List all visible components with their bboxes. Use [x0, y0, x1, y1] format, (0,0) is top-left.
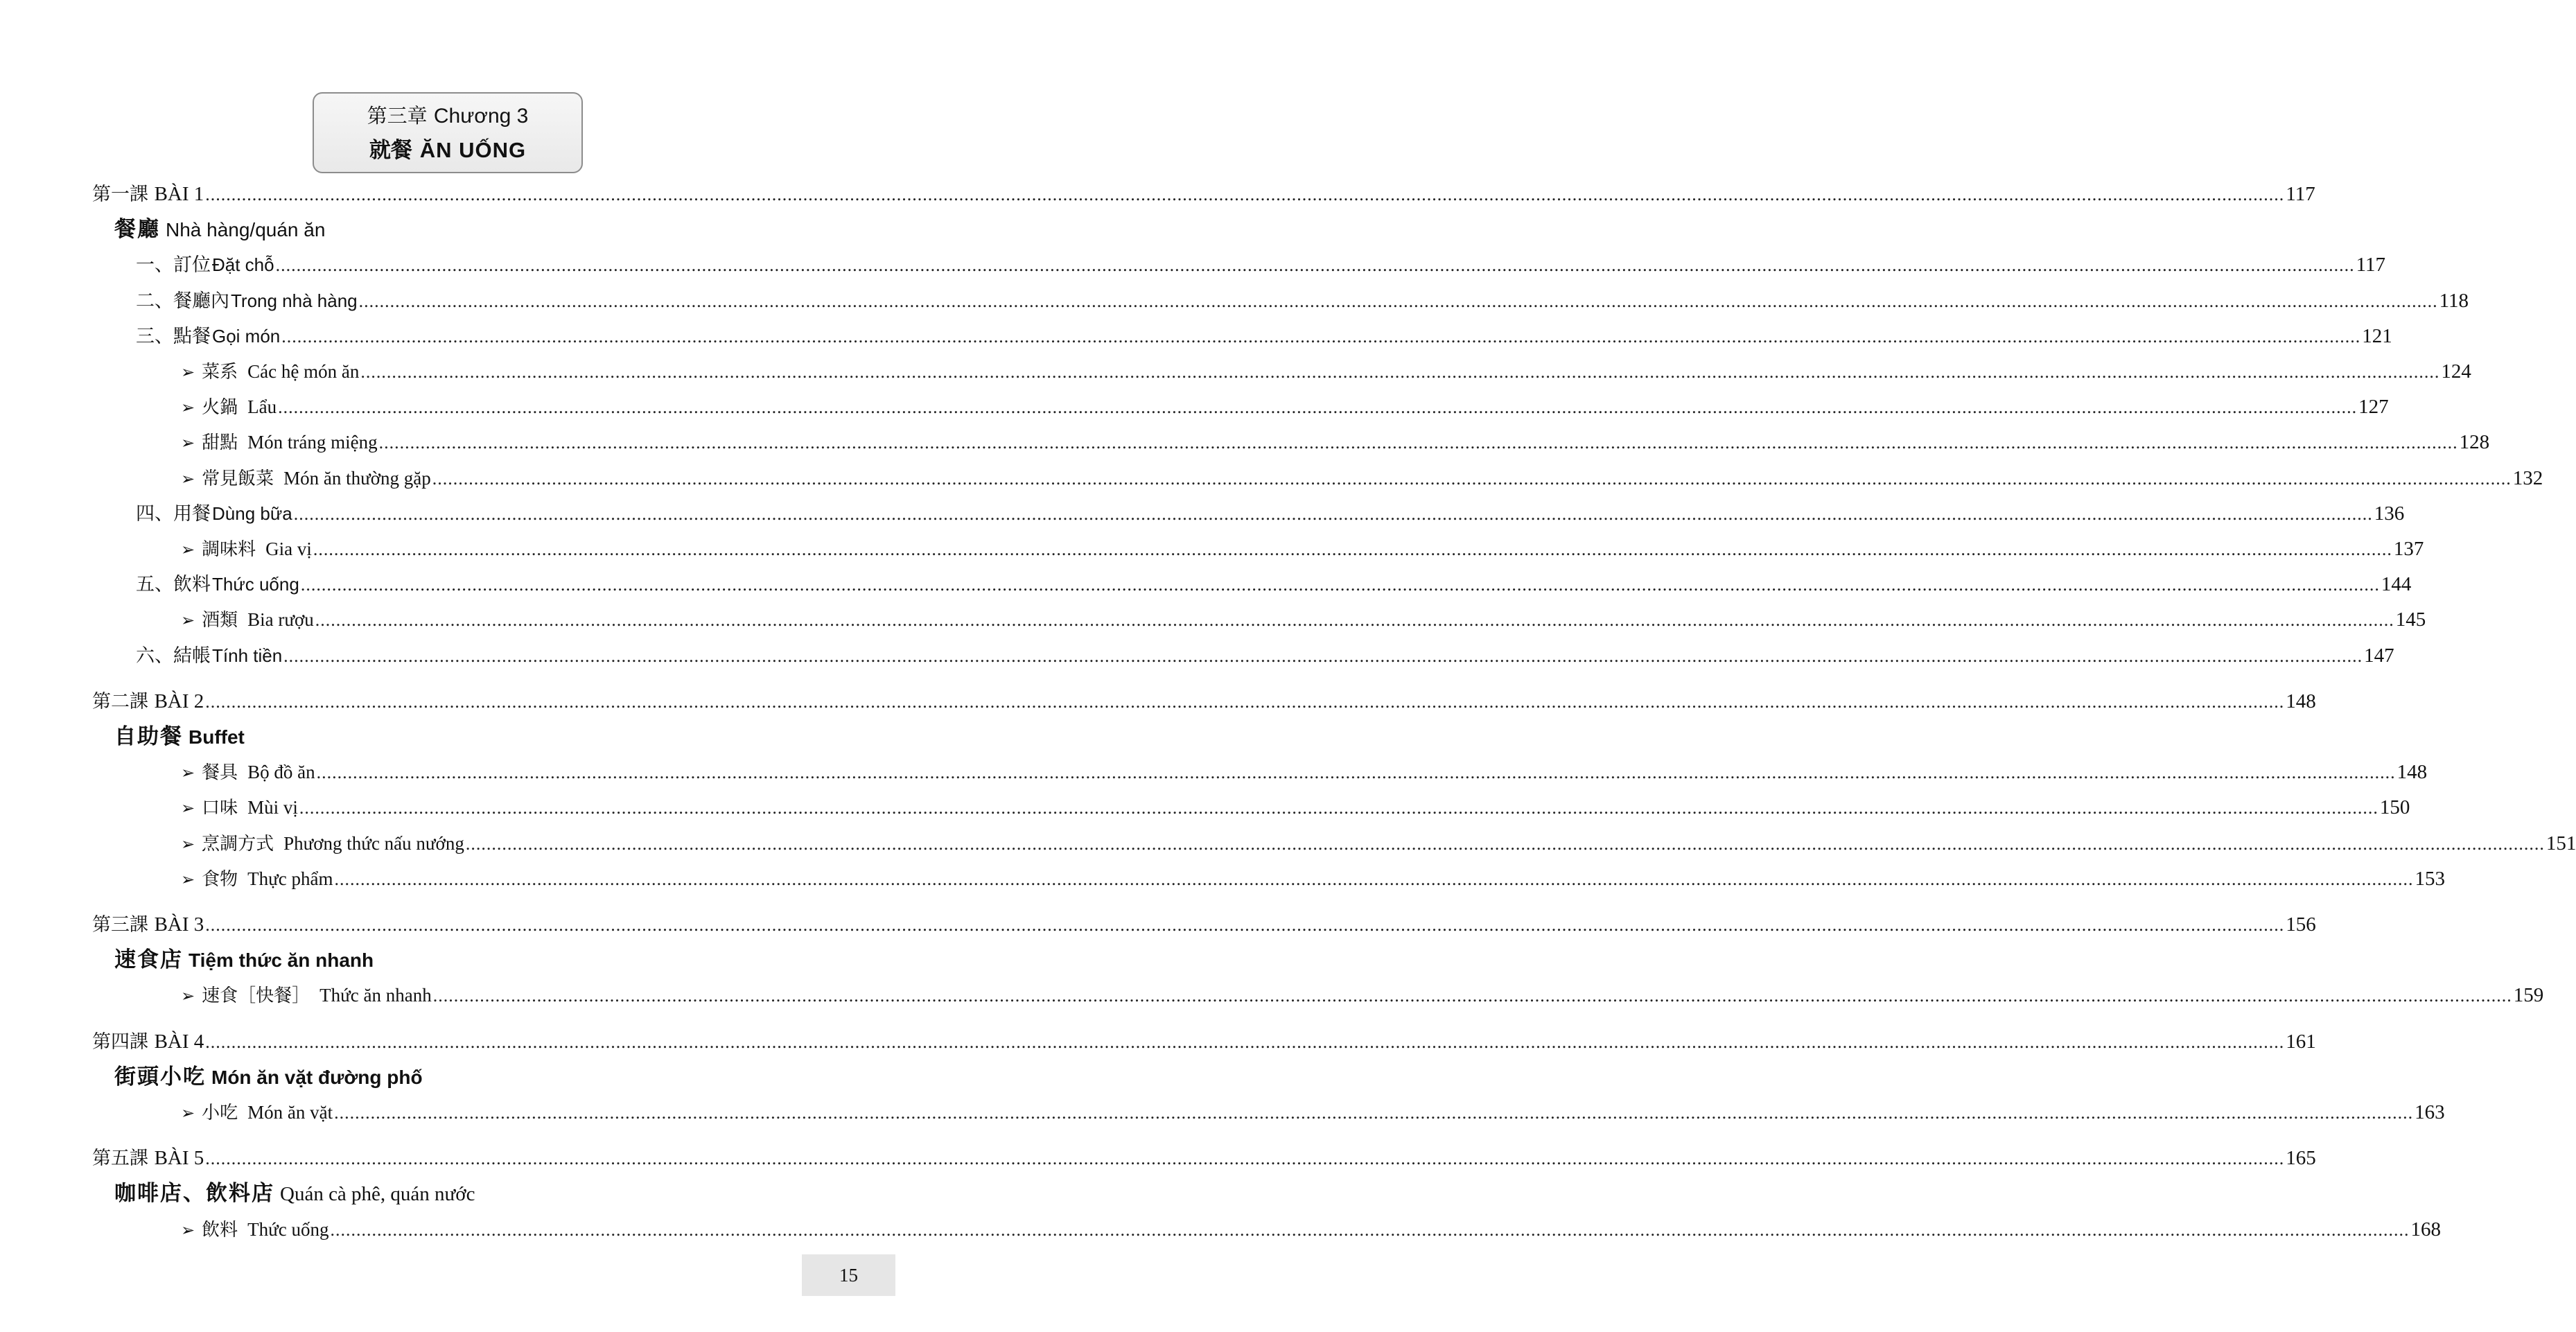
dot-leader: ................................................................................................................................................................................................................................................................................................................................................................................................................	[281, 326, 2361, 347]
section-zh: 五、飲料	[136, 574, 211, 596]
page-ref: 136	[2374, 502, 2405, 525]
dot-leader: ................................................................................................................................................................................................................................................................................................................................................................................................................	[465, 833, 2545, 854]
subsection-zh: 酒類	[202, 610, 238, 631]
toc-sub-row[interactable]	[181, 393, 2389, 421]
page-ref: 117	[2286, 183, 2315, 205]
toc-section-row[interactable]	[136, 500, 2405, 527]
lesson-number-vn: BÀI 4	[154, 1030, 204, 1053]
toc-entry-label	[136, 500, 292, 528]
dot-leader: ................................................................................................................................................................................................................................................................................................................................................................................................................	[330, 1219, 2410, 1240]
lesson-number-zh: 第三課	[92, 914, 148, 936]
page-ref: 127	[2358, 396, 2389, 419]
toc-entry-label	[181, 1098, 333, 1127]
dot-leader: ................................................................................................................................................................................................................................................................................................................................................................................................................	[299, 798, 2378, 818]
toc-sub-row[interactable]	[181, 794, 2410, 821]
subsection-vn: Thức ăn nhanh	[319, 985, 432, 1006]
subsection-vn: Món ăn vặt	[247, 1102, 333, 1123]
toc-entry-label	[136, 642, 282, 670]
dot-leader: ................................................................................................................................................................................................................................................................................................................................................................................................................	[300, 575, 2380, 595]
subsection-zh: 調味料	[202, 539, 256, 560]
page-number: 15	[802, 1254, 895, 1296]
subsection-zh: 小吃	[202, 1103, 238, 1123]
subsection-zh: 口味	[202, 798, 238, 819]
subsection-zh: 烹調方式	[202, 833, 274, 855]
dot-leader: ................................................................................................................................................................................................................................................................................................................................................................................................................	[205, 691, 2285, 712]
section-vn: Trong nhà hàng	[231, 290, 358, 311]
toc-entry-label	[92, 1144, 204, 1173]
toc-entry-label	[92, 180, 204, 209]
lesson-heading-vn: Món ăn vặt đường phố	[211, 1066, 423, 1088]
lesson-heading	[114, 945, 374, 975]
subsection-zh: 速食［快餐］	[202, 985, 310, 1007]
lesson-heading	[114, 1062, 423, 1092]
page-ref: 144	[2381, 573, 2412, 596]
subsection-vn: Món ăn thường gặp	[283, 467, 431, 489]
lesson-number-zh: 第一課	[92, 184, 148, 205]
toc-entry-label	[136, 322, 280, 351]
toc-entry-label	[181, 981, 432, 1010]
dot-leader: ................................................................................................................................................................................................................................................................................................................................................................................................................	[283, 645, 2363, 666]
dot-leader: ................................................................................................................................................................................................................................................................................................................................................................................................................	[315, 610, 2394, 631]
toc-sub-row[interactable]	[181, 428, 2490, 456]
toc-section-row[interactable]	[136, 570, 2412, 598]
toc-sub-row[interactable]	[181, 758, 2428, 786]
section-vn: Đặt chỗ	[212, 254, 274, 276]
toc-entry-label	[181, 794, 298, 822]
lesson-number-vn: BÀI 1	[154, 183, 204, 205]
toc-entry-label	[181, 1216, 329, 1244]
section-vn: Thức uống	[212, 574, 299, 595]
page-ref: 148	[2397, 761, 2428, 784]
page-ref: 132	[2512, 466, 2543, 489]
page-ref: 128	[2459, 431, 2490, 454]
subsection-vn: Lẩu	[247, 396, 277, 418]
lesson-number-vn: BÀI 3	[154, 913, 204, 936]
dot-leader: ................................................................................................................................................................................................................................................................................................................................................................................................................	[360, 362, 2440, 382]
lesson-heading	[114, 721, 245, 752]
section-zh: 三、點餐	[136, 325, 211, 347]
subsection-vn: Phương thức nấu nướng	[283, 832, 464, 854]
toc-section-row[interactable]	[136, 642, 2394, 669]
toc-lesson-row[interactable]	[92, 911, 2316, 938]
toc-sub-row[interactable]	[181, 865, 2445, 893]
dot-leader: ................................................................................................................................................................................................................................................................................................................................................................................................................	[205, 184, 2285, 204]
page-ref: 118	[2439, 289, 2469, 312]
dot-leader: ................................................................................................................................................................................................................................................................................................................................................................................................................	[334, 868, 2414, 889]
chapter-number-vn: Chương 3	[433, 105, 529, 128]
page-ref: 165	[2286, 1147, 2316, 1170]
lesson-heading	[114, 1178, 475, 1209]
toc-sub-row[interactable]	[181, 830, 2576, 857]
subsection-zh: 常見飯菜	[202, 468, 274, 489]
toc-sub-row[interactable]	[181, 1216, 2441, 1243]
toc-entry-label	[136, 570, 299, 599]
page-ref: 121	[2362, 324, 2392, 347]
toc-entry-label	[181, 830, 464, 858]
arrow-bullet-icon: ➢	[181, 398, 195, 418]
arrow-bullet-icon: ➢	[181, 869, 195, 889]
chapter-number-zh: 第三章	[367, 104, 428, 128]
subsection-vn: Thực phẩm	[247, 868, 333, 889]
toc-lesson-row[interactable]	[92, 687, 2316, 715]
subsection-zh: 食物	[202, 868, 238, 890]
toc-lesson-row[interactable]	[92, 1028, 2316, 1055]
toc-lesson-row[interactable]	[92, 1144, 2316, 1172]
dot-leader: ................................................................................................................................................................................................................................................................................................................................................................................................................	[316, 762, 2396, 783]
dot-leader: ................................................................................................................................................................................................................................................................................................................................................................................................................	[293, 503, 2373, 524]
toc-section-row[interactable]	[136, 251, 2386, 279]
lesson-number-vn: BÀI 5	[154, 1147, 204, 1170]
section-vn: Tính tiền	[212, 645, 283, 666]
toc-sub-row[interactable]	[181, 981, 2544, 1009]
toc-sub-row[interactable]	[181, 535, 2424, 563]
lesson-number-vn: BÀI 2	[154, 690, 204, 712]
toc-entry-label	[181, 464, 431, 493]
lesson-heading-zh: 速食店	[114, 947, 183, 973]
subsection-zh: 飲料	[202, 1219, 238, 1241]
toc-sub-row[interactable]	[181, 606, 2426, 633]
subsection-vn: Bia rượu	[247, 609, 314, 631]
toc-sub-row[interactable]	[181, 1098, 2445, 1126]
page-ref: 151	[2546, 832, 2576, 855]
arrow-bullet-icon: ➢	[181, 986, 195, 1006]
spacer	[148, 1148, 155, 1169]
dot-leader: ................................................................................................................................................................................................................................................................................................................................................................................................................	[334, 1103, 2414, 1123]
arrow-bullet-icon: ➢	[181, 362, 195, 382]
subsection-zh: 甜點	[202, 432, 238, 454]
toc-entry-label	[136, 251, 274, 279]
arrow-bullet-icon: ➢	[181, 540, 195, 559]
arrow-bullet-icon: ➢	[181, 611, 195, 631]
section-zh: 四、用餐	[136, 502, 211, 525]
lesson-heading	[114, 214, 325, 245]
page-ref: 161	[2286, 1030, 2316, 1053]
spacer	[148, 184, 155, 205]
page-ref: 150	[2379, 796, 2410, 819]
spacer	[148, 914, 155, 936]
toc-entry-label	[181, 758, 315, 787]
page-ref: 153	[2415, 867, 2445, 890]
subsection-vn: Bộ đồ ăn	[247, 762, 315, 783]
subsection-zh: 菜系	[202, 362, 238, 383]
toc-entry-label	[181, 865, 333, 893]
dot-leader: ................................................................................................................................................................................................................................................................................................................................................................................................................	[205, 915, 2285, 935]
section-vn: Dùng bữa	[212, 502, 292, 524]
toc-section-row[interactable]	[136, 322, 2392, 350]
subsection-vn: Gia vị	[265, 538, 312, 559]
lesson-heading-zh: 餐廳	[114, 217, 160, 243]
page-ref: 159	[2513, 984, 2544, 1007]
subsection-zh: 火鍋	[202, 397, 238, 419]
arrow-bullet-icon: ➢	[181, 1220, 195, 1240]
lesson-number-zh: 第五課	[92, 1148, 148, 1170]
page-ref: 117	[2356, 254, 2386, 277]
toc-entry-label	[92, 1028, 204, 1056]
toc-entry-label	[181, 535, 312, 563]
toc-entry-label	[92, 687, 204, 716]
lesson-heading-zh: 自助餐	[114, 724, 183, 749]
toc-entry-label	[181, 358, 359, 386]
dot-leader: ................................................................................................................................................................................................................................................................................................................................................................................................................	[432, 468, 2512, 489]
chapter-title-vn: ĂN UỐNG	[419, 138, 527, 162]
lesson-number-zh: 第二課	[92, 690, 148, 712]
page-ref: 145	[2395, 608, 2426, 631]
lesson-heading-zh: 街頭小吃	[114, 1064, 206, 1089]
toc-entry-label	[181, 606, 314, 634]
toc-entry-label	[181, 393, 277, 421]
toc-entry-label	[181, 428, 378, 457]
lesson-number-zh: 第四課	[92, 1031, 148, 1053]
lesson-heading-zh: 咖啡店、飲料店	[114, 1181, 274, 1207]
arrow-bullet-icon: ➢	[181, 798, 195, 818]
dot-leader: ................................................................................................................................................................................................................................................................................................................................................................................................................	[205, 1031, 2285, 1052]
arrow-bullet-icon: ➢	[181, 1103, 195, 1123]
subsection-vn: Mùi vị	[247, 797, 298, 818]
lesson-heading-vn: Buffet	[189, 726, 245, 748]
section-zh: 一、訂位	[136, 254, 211, 277]
section-zh: 二、餐廳內	[136, 290, 229, 312]
lesson-heading-vn: Quán cà phê, quán nước	[280, 1183, 475, 1206]
page-ref: 163	[2415, 1101, 2445, 1123]
section-vn: Gọi món	[212, 325, 281, 347]
chapter-title-zh: 就餐	[369, 138, 412, 163]
page-ref: 168	[2410, 1218, 2441, 1241]
page-ref: 156	[2286, 913, 2316, 936]
arrow-bullet-icon: ➢	[181, 433, 195, 453]
toc-section-row[interactable]	[136, 287, 2469, 315]
spacer	[148, 1031, 155, 1053]
lesson-heading-vn: Tiệm thức ăn nhanh	[189, 949, 374, 972]
spacer	[148, 691, 155, 712]
dot-leader: ................................................................................................................................................................................................................................................................................................................................................................................................................	[275, 255, 2355, 276]
subsection-vn: Các hệ món ăn	[247, 361, 360, 382]
page-ref: 124	[2441, 360, 2471, 383]
dot-leader: ................................................................................................................................................................................................................................................................................................................................................................................................................	[378, 432, 2458, 453]
lesson-heading-vn: Nhà hàng/quán ăn	[166, 219, 326, 241]
arrow-bullet-icon: ➢	[181, 834, 195, 854]
dot-leader: ................................................................................................................................................................................................................................................................................................................................................................................................................	[358, 290, 2438, 311]
page-ref: 148	[2286, 690, 2316, 712]
page-ref: 137	[2393, 538, 2424, 560]
arrow-bullet-icon: ➢	[181, 763, 195, 783]
toc-sub-row[interactable]	[181, 358, 2471, 385]
toc-entry-label	[92, 911, 204, 939]
subsection-zh: 餐具	[202, 762, 238, 784]
section-zh: 六、結帳	[136, 645, 211, 667]
dot-leader: ................................................................................................................................................................................................................................................................................................................................................................................................................	[205, 1148, 2285, 1169]
subsection-vn: Món tráng miệng	[247, 432, 378, 453]
arrow-bullet-icon: ➢	[181, 468, 195, 489]
toc-lesson-row[interactable]	[92, 180, 2315, 208]
page-ref: 147	[2364, 644, 2394, 667]
dot-leader: ................................................................................................................................................................................................................................................................................................................................................................................................................	[313, 539, 2392, 559]
dot-leader: ................................................................................................................................................................................................................................................................................................................................................................................................................	[432, 985, 2512, 1006]
subsection-vn: Thức uống	[247, 1218, 329, 1240]
dot-leader: ................................................................................................................................................................................................................................................................................................................................................................................................................	[278, 397, 2358, 418]
toc-sub-row[interactable]	[181, 464, 2543, 492]
toc-entry-label	[136, 287, 358, 315]
